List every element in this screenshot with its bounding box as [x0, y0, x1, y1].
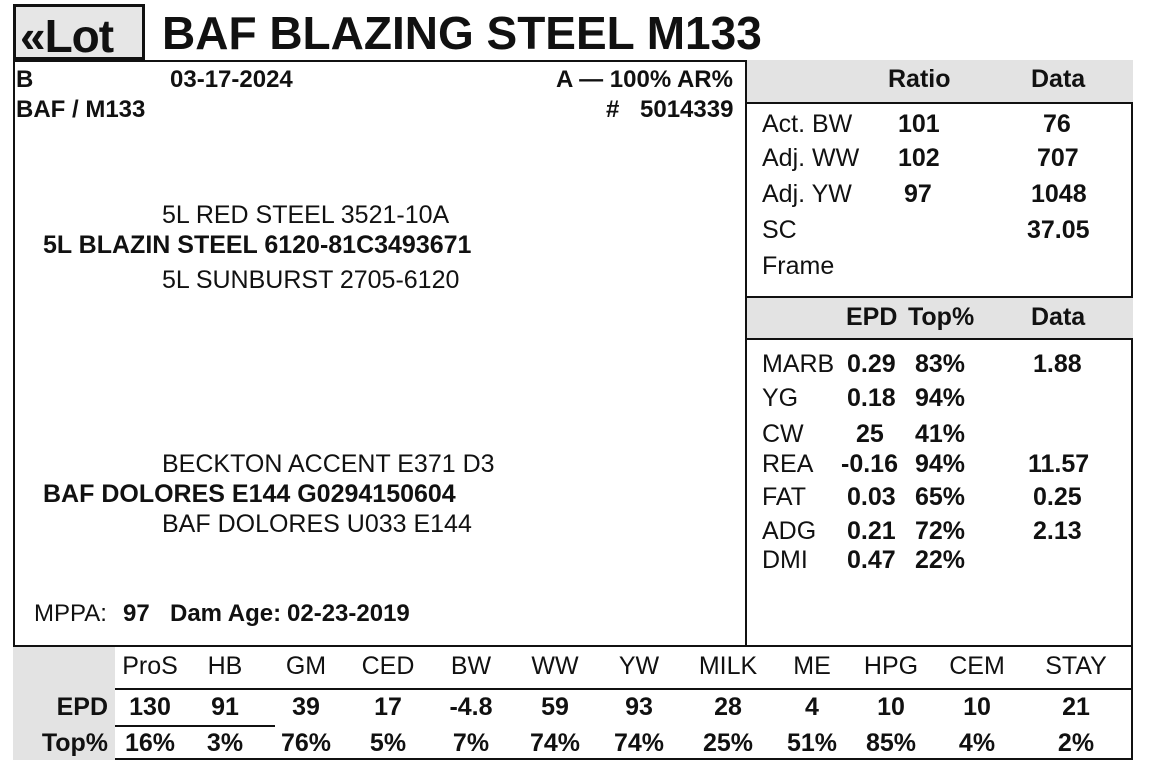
weight-label-sc: SC	[762, 216, 797, 244]
epd-value-ced: 17	[374, 693, 402, 721]
dam-sire: BECKTON ACCENT E371 D3	[162, 450, 495, 478]
epd-col-hb: HB	[207, 652, 243, 680]
top-value-cem: 4%	[958, 729, 996, 757]
epd-col-gm: GM	[285, 652, 327, 680]
epd-value-pros: 130	[129, 693, 171, 721]
weight-label-frame: Frame	[762, 252, 835, 280]
epd-row-label: EPD	[56, 693, 108, 721]
carcass-header	[747, 296, 1133, 340]
epd-value-yw: 93	[625, 693, 653, 721]
top-value-pros: 16%	[124, 729, 176, 757]
carcass-label-cw: CW	[762, 420, 804, 448]
carcass-epd-cw: 25	[856, 420, 884, 448]
weight-data-sc: 37.05	[1027, 216, 1090, 244]
weight-label-bw: Act. BW	[762, 110, 853, 138]
lot-back-label: «Lot	[20, 10, 114, 62]
birth-date: 03-17-2024	[170, 66, 293, 93]
epd-col-ww: WW	[531, 652, 579, 680]
epd-value-ww: 59	[541, 693, 569, 721]
epd-value-hpg: 10	[877, 693, 905, 721]
carcass-data-fat: 0.25	[1033, 483, 1082, 511]
epd-row-divider	[115, 725, 275, 727]
top-value-bw: 7%	[452, 729, 490, 757]
top-value-ced: 5%	[369, 729, 407, 757]
epd-value-gm: 39	[292, 693, 320, 721]
carcass-top-marb: 83%	[915, 350, 966, 378]
top-value-milk: 25%	[702, 729, 754, 757]
carcass-label-fat: FAT	[762, 483, 806, 511]
epd-col-yw: YW	[618, 652, 660, 680]
carcass-epd-yg: 0.18	[847, 384, 896, 412]
weight-label-ww: Adj. WW	[762, 144, 860, 172]
epd-col-bw: BW	[450, 652, 492, 680]
epd-value-milk: 28	[714, 693, 742, 721]
weight-data-ww: 707	[1037, 144, 1079, 172]
weight-label-yw: Adj. YW	[762, 180, 852, 208]
carcass-top-fat: 65%	[915, 483, 966, 511]
epd-col-stay: STAY	[1045, 652, 1107, 680]
weight-data-bw: 76	[1043, 110, 1071, 138]
weights-data-header: Data	[1031, 65, 1086, 93]
top-row-label: Top%	[41, 729, 108, 757]
epd-col-ced: CED	[361, 652, 415, 680]
ratio-header: Ratio	[888, 65, 951, 93]
weight-data-yw: 1048	[1031, 180, 1087, 208]
epd-value-bw: -4.8	[449, 693, 493, 721]
epd-col-cem: CEM	[949, 652, 1005, 680]
epd-table	[13, 645, 1133, 760]
carcass-epd-rea: -0.16	[841, 450, 898, 478]
weights-header	[747, 60, 1133, 104]
top-value-hb: 3%	[206, 729, 244, 757]
breed-percentage: A — 100% AR%	[556, 66, 733, 93]
top-value-me: 51%	[786, 729, 838, 757]
carcass-data-adg: 2.13	[1033, 517, 1082, 545]
top-value-hpg: 85%	[865, 729, 917, 757]
weight-ratio-yw: 97	[904, 180, 932, 208]
epd-value-cem: 10	[963, 693, 991, 721]
epd-header-divider	[115, 688, 1133, 690]
dam-dam: BAF DOLORES U033 E144	[162, 510, 472, 538]
epd-col-me: ME	[793, 652, 831, 680]
carcass-label-dmi: DMI	[762, 546, 808, 574]
sire-sire: 5L RED STEEL 3521-10A	[162, 201, 450, 229]
epd-value-stay: 21	[1062, 693, 1090, 721]
carcass-data-header: Data	[1031, 303, 1086, 331]
carcass-data-marb: 1.88	[1033, 350, 1082, 378]
animal-id: BAF / M133	[16, 96, 146, 123]
top-value-stay: 2%	[1057, 729, 1095, 757]
carcass-top-rea: 94%	[915, 450, 966, 478]
top-value-ww: 74%	[529, 729, 581, 757]
epd-col-pros: ProS	[122, 652, 178, 680]
carcass-epd-marb: 0.29	[847, 350, 896, 378]
mppa-label: MPPA:	[34, 600, 107, 627]
animal-title: BAF BLAZING STEEL M133	[162, 7, 762, 59]
carcass-label-adg: ADG	[762, 517, 817, 545]
carcass-epd-adg: 0.21	[847, 517, 896, 545]
dam-age-value: 02-23-2019	[287, 600, 410, 627]
weight-ratio-ww: 102	[898, 144, 940, 172]
carcass-top-header: Top%	[908, 303, 975, 331]
mppa-value: 97	[123, 600, 150, 627]
dam-age-label: Dam Age:	[170, 600, 282, 627]
carcass-label-marb: MARB	[762, 350, 835, 378]
lot-back-button[interactable]	[13, 4, 145, 60]
carcass-top-adg: 72%	[915, 517, 966, 545]
carcass-epd-dmi: 0.47	[847, 546, 896, 574]
dam: BAF DOLORES E144 G0294150604	[43, 480, 456, 508]
epd-value-me: 4	[805, 693, 819, 721]
carcass-epd-header: EPD	[846, 303, 898, 331]
carcass-label-yg: YG	[762, 384, 799, 412]
carcass-top-yg: 94%	[915, 384, 966, 412]
carcass-top-dmi: 22%	[915, 546, 966, 574]
performance-panel	[745, 60, 1133, 645]
carcass-epd-fat: 0.03	[847, 483, 896, 511]
epd-col-hpg: HPG	[863, 652, 919, 680]
sire-dam: 5L SUNBURST 2705-6120	[162, 266, 460, 294]
sire: 5L BLAZIN STEEL 6120-81C3493671	[43, 231, 472, 259]
reg-prefix: #	[606, 96, 620, 123]
epd-col-milk: MILK	[698, 652, 758, 680]
registration-number: 5014339	[640, 96, 734, 123]
carcass-label-rea: REA	[762, 450, 814, 478]
top-value-yw: 74%	[613, 729, 665, 757]
epd-value-hb: 91	[211, 693, 239, 721]
weight-ratio-bw: 101	[898, 110, 940, 138]
carcass-data-rea: 11.57	[1028, 450, 1090, 478]
sex-code: B	[16, 66, 34, 93]
carcass-top-cw: 41%	[915, 420, 966, 448]
top-value-gm: 76%	[280, 729, 332, 757]
